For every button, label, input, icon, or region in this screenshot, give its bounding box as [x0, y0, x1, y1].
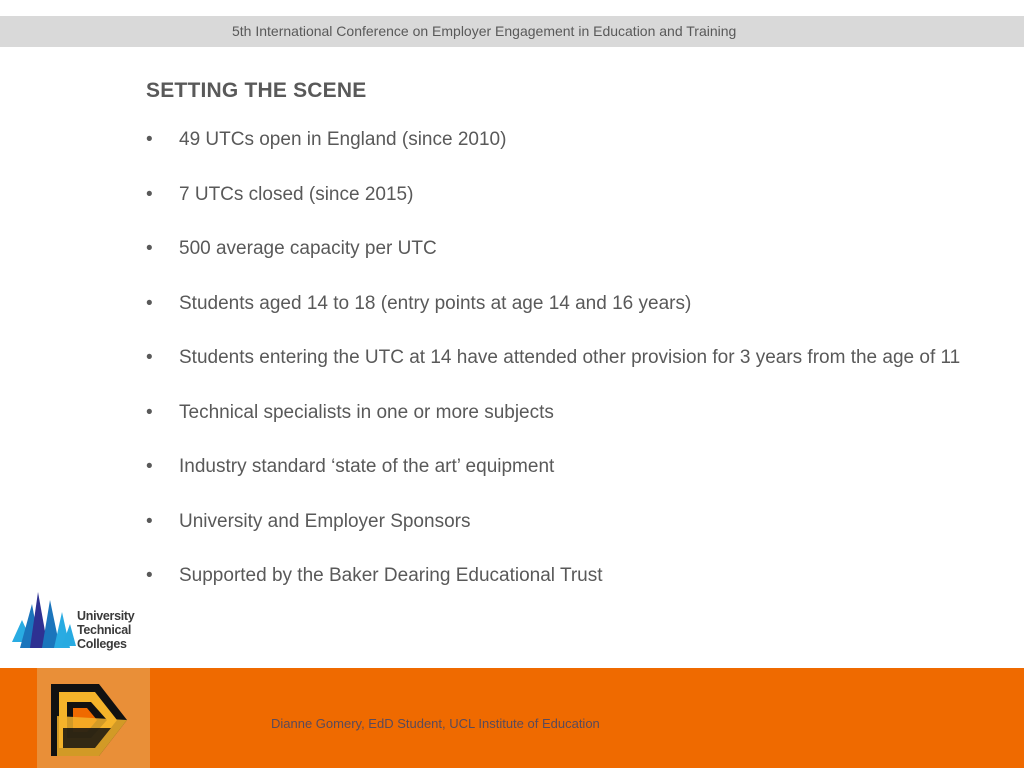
bullet-text: 7 UTCs closed (since 2015) [179, 183, 414, 205]
bullet-marker: • [146, 347, 153, 368]
bullet-marker: • [146, 292, 153, 314]
bullet-marker: • [146, 565, 153, 586]
bullet-list [146, 126, 966, 617]
footer-credit: Dianne Gomery, EdD Student, UCL Institute of Education [271, 716, 600, 731]
bullet-marker: • [146, 238, 153, 259]
footer-emblem-icon [37, 668, 150, 768]
list-item [146, 508, 966, 535]
bullet-text: University and Employer Sponsors [179, 510, 471, 532]
slide-title: SETTING THE SCENE [146, 79, 367, 102]
bullet-text: Technical specialists in one or more subjects [179, 401, 554, 423]
bullet-marker: • [146, 183, 153, 205]
bullet-marker: • [146, 510, 153, 532]
list-item [146, 399, 966, 426]
bullet-text: 49 UTCs open in England (since 2010) [179, 129, 507, 150]
logo-line-3: Colleges [77, 637, 127, 651]
logo-line-2: Technical [77, 623, 132, 637]
list-item [146, 562, 966, 589]
bullet-text: Industry standard ‘state of the art’ equipment [179, 456, 555, 477]
footer-logo-box [37, 668, 150, 768]
logo-line-1: University [77, 609, 135, 623]
bullet-text: Supported by the Baker Dearing Educational Trust [179, 565, 603, 586]
list-item [146, 126, 966, 153]
bullet-text: Students aged 14 to 18 (entry points at age 14 and 16 years) [179, 292, 692, 314]
list-item [146, 453, 966, 480]
utc-logo-text [77, 609, 134, 651]
bullet-marker: • [146, 401, 153, 423]
list-item [146, 344, 966, 371]
bullet-text: 500 average capacity per UTC [179, 238, 437, 259]
bullet-text: Students entering the UTC at 14 have attended other provision for 3 years from the age of 11 [179, 347, 961, 368]
conference-title: 5th International Conference on Employer Engagement in Education and Training [232, 23, 737, 39]
list-item [146, 290, 966, 317]
bullet-marker: • [146, 129, 153, 150]
list-item [146, 181, 966, 208]
list-item [146, 235, 966, 262]
bullet-marker: • [146, 456, 153, 477]
